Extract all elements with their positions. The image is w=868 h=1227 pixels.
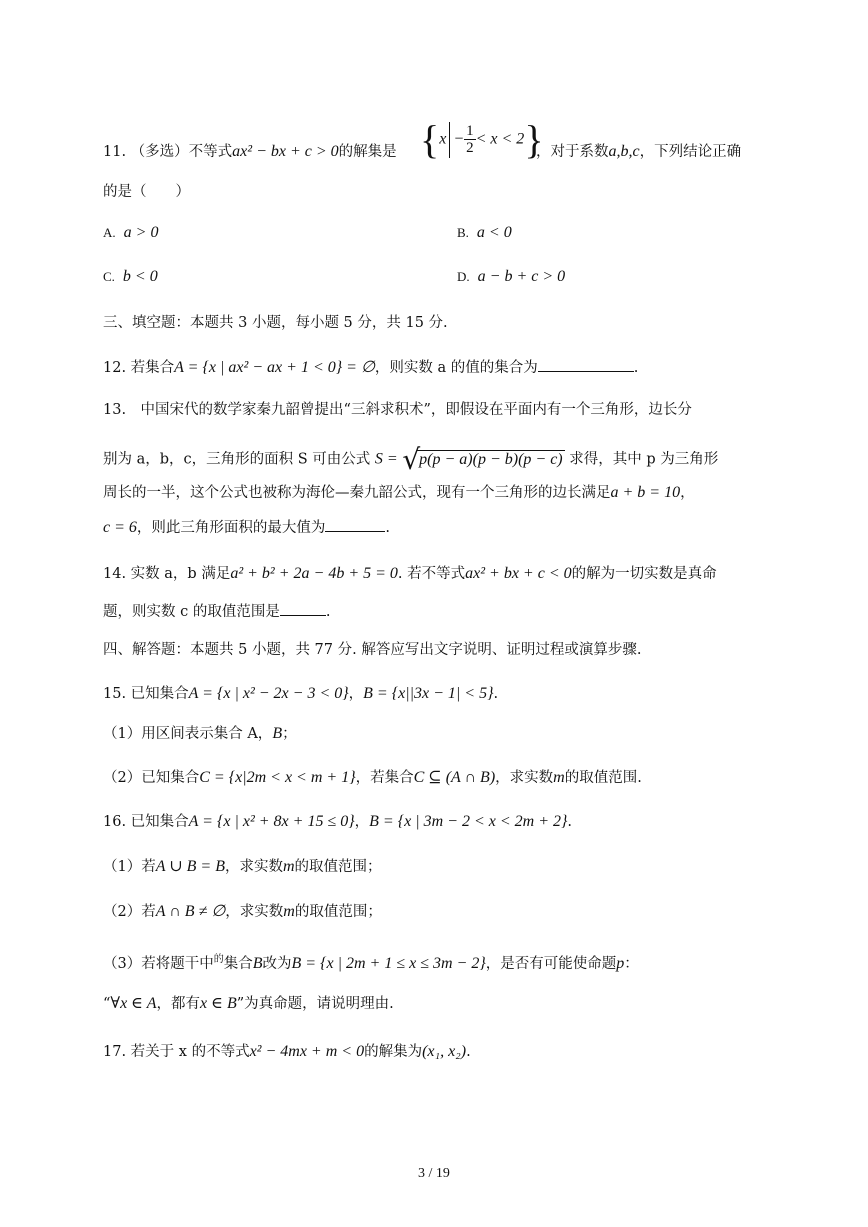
q11-line1-tail xyxy=(536,140,741,161)
brace-close: } xyxy=(524,117,544,162)
q14-post: 的解为一切实数是真命 xyxy=(571,566,717,582)
question-number: 14. xyxy=(103,566,127,582)
q14-expr1: a² + b² + 2a − 4b + 5 = 0 xyxy=(230,565,398,582)
q15-part1-end: ； xyxy=(282,726,297,742)
q16-set-b: B = {x | 3m − 2 < x < 2m + 2} xyxy=(369,813,568,830)
q17-end: . xyxy=(466,1044,471,1060)
q14-end: . xyxy=(325,604,331,620)
q15-set-a: A = {x | x² − 2x − 3 < 0} xyxy=(188,685,349,702)
q11-option-b xyxy=(457,224,512,242)
fraction-half: $\frac{1}{2}$ xyxy=(466,123,474,156)
q17-line xyxy=(103,1040,471,1061)
q16-part1 xyxy=(103,855,382,876)
q16-var-p: p xyxy=(616,955,625,972)
option-letter: B. xyxy=(457,225,469,240)
q15-part1-pre: （1）用区间表示集合 A， xyxy=(103,726,273,742)
q16-part2-mid: ，求实数 xyxy=(225,904,284,920)
q16-part3-mid3: ，是否有可能使命题 xyxy=(485,956,617,972)
option-expr: a < 0 xyxy=(476,224,512,241)
minus-sign: − xyxy=(453,130,465,148)
q11-inequality: ax² − bx + c > 0 xyxy=(232,143,339,160)
q16-part3-b: B xyxy=(252,955,263,972)
q16-part2-pre: （2）若 xyxy=(103,904,156,920)
q16-membership-expr: x ∈ B xyxy=(200,995,237,1012)
q13-line3 xyxy=(103,481,695,502)
q16-part1-pre: （1）若 xyxy=(103,859,156,875)
q17-solution: (x₁, x₂) xyxy=(422,1043,467,1060)
q14-line1 xyxy=(103,562,717,583)
q15-part2-pre: （2）已知集合 xyxy=(103,770,200,786)
quote-close: ” xyxy=(236,996,245,1012)
section-4-heading: 四、解答题：本题共 5 小题，共 77 分. 解答应写出文字说明、证明过程或演算步骤. xyxy=(103,642,642,658)
q16-part3-line1 xyxy=(103,950,639,973)
q16-part1-mid: ，求实数 xyxy=(224,859,283,875)
q13-line2 xyxy=(103,443,718,476)
q11-option-c xyxy=(103,268,158,286)
q15-part2-mid: ，若集合 xyxy=(355,770,414,786)
q16-intersect-expr: A ∩ B ≠ ∅ xyxy=(155,903,226,920)
q15-end: . xyxy=(493,686,499,702)
q17-pre: 若关于 x 的不等式 xyxy=(130,1044,250,1060)
q13-line3-post: ， xyxy=(680,485,695,501)
q11-option-d xyxy=(457,268,565,286)
q16-part3-mid: 集合 xyxy=(223,956,253,972)
question-number: 17. xyxy=(103,1044,127,1060)
q11-solution-set xyxy=(420,116,544,163)
q16-forall-expr: ∀x ∈ A xyxy=(110,995,157,1012)
q16-part3-end: ： xyxy=(624,956,639,972)
q12-prefix: 若集合 xyxy=(130,360,175,376)
q14-pre: 实数 a，b 满足 xyxy=(130,566,231,582)
q13-end: . xyxy=(385,520,391,536)
page-number: 3 / 19 xyxy=(418,1166,450,1181)
q12-expr: A = {x | ax² − ax + 1 < 0} = ∅ xyxy=(174,359,375,376)
q16-part3-small: 的 xyxy=(213,954,224,965)
q15-part1-b: B xyxy=(272,725,283,742)
q13-line4 xyxy=(103,516,390,537)
q11-mid: 的解集是 xyxy=(338,144,397,160)
q15-set-b: B = {x||3x − 1| < 5} xyxy=(363,685,494,702)
q11-line2: 的是（ ） xyxy=(103,184,190,200)
q11-suffix2: ，下列结论正确 xyxy=(639,144,742,160)
q14-line2-text: 题，则实数 c 的取值范围是 xyxy=(103,604,280,620)
q15-set-c: C = {x|2m < x < m + 1} xyxy=(199,769,356,786)
sqrt-icon: √ xyxy=(402,443,421,476)
option-letter: D. xyxy=(457,269,470,284)
q13-line3-expr: a + b = 10 xyxy=(610,484,681,501)
q13-line2-pre: 别为 a，b，c，三角形的面积 S 可由公式 xyxy=(103,451,371,468)
q11-prefix: （多选）不等式 xyxy=(130,144,233,160)
q16-part3-mid2: 改为 xyxy=(262,956,292,972)
answer-blank xyxy=(325,531,385,532)
q15-part2 xyxy=(103,766,642,787)
sqrt-formula xyxy=(402,443,564,476)
q15-var-m: m xyxy=(553,769,565,786)
q14-mid: . 若不等式 xyxy=(397,566,466,582)
q15-pre: 已知集合 xyxy=(130,686,189,702)
q11-coeffs: a,b,c xyxy=(608,143,640,160)
q15-part2-mid2: ，求实数 xyxy=(495,770,554,786)
q16-part3-set-b: B = {x | 2m + 1 ≤ x ≤ 3m − 2} xyxy=(291,955,486,972)
q11-line1 xyxy=(103,140,397,161)
q15-line1 xyxy=(103,682,498,703)
set-rest: < x < 2 xyxy=(475,130,525,148)
q16-pre: 已知集合 xyxy=(130,814,189,830)
q16-end: . xyxy=(567,814,572,830)
option-expr: a > 0 xyxy=(123,224,159,241)
q16-part3-l2-end: 为真命题，请说明理由. xyxy=(244,996,394,1012)
q16-set-a: A = {x | x² + 8x + 15 ≤ 0} xyxy=(188,813,355,830)
q16-part2 xyxy=(103,900,382,921)
q12-suffix: ，则实数 a 的值的集合为 xyxy=(374,360,538,376)
q14-expr2: ax² + bx + c < 0 xyxy=(465,565,572,582)
q16-var-m: m xyxy=(282,858,295,875)
q16-part3-line2 xyxy=(103,992,394,1013)
set-var: x xyxy=(439,130,447,148)
q16-part1-end: 的取值范围； xyxy=(294,859,382,875)
q16-line1 xyxy=(103,810,572,831)
q17-expr: x² − 4mx + m < 0 xyxy=(249,1043,365,1060)
q15-sep: ， xyxy=(348,686,364,702)
q12-end: . xyxy=(633,360,639,376)
q16-var-m: m xyxy=(283,903,295,920)
q13-line1: 13. 中国宋代的数学家秦九韶曾提出“三斜求积术”，即假设在平面内有一个三角形，边长分 xyxy=(103,402,692,418)
q14-line2 xyxy=(103,600,330,621)
q16-part3-pre: （3）若将题干中 xyxy=(103,956,214,972)
q11-option-a xyxy=(103,224,158,242)
formula-lhs: S = xyxy=(374,450,398,468)
question-number: 15. xyxy=(103,686,127,702)
q13-line4-expr: c = 6 xyxy=(103,519,137,536)
quote-open: “ xyxy=(103,996,111,1012)
radicand: p(p − a)(p − b)(p − c) xyxy=(419,451,563,468)
brace-open: { xyxy=(420,117,440,162)
q16-union-expr: A ∪ B = B xyxy=(155,858,225,875)
option-expr: a − b + c > 0 xyxy=(477,268,566,285)
q11-suffix: ，对于系数 xyxy=(536,144,609,160)
option-expr: b < 0 xyxy=(122,268,158,285)
q13-line3-pre: 周长的一半，这个公式也被称为海伦—秦九韶公式，现有一个三角形的边长满足 xyxy=(103,485,611,501)
q15-part1 xyxy=(103,722,297,743)
answer-blank xyxy=(538,371,634,372)
q15-part2-end: 的取值范围. xyxy=(564,770,642,786)
q15-subset-relation: C ⊆ (A ∩ B) xyxy=(413,769,496,786)
question-number: 16. xyxy=(103,814,127,830)
q13-line4-post: ，则此三角形面积的最大值为 xyxy=(136,520,326,536)
option-letter: A. xyxy=(103,225,116,240)
option-letter: C. xyxy=(103,269,115,284)
q17-mid: 的解集为 xyxy=(364,1044,423,1060)
q16-part3-l2-mid: ，都有 xyxy=(156,996,201,1012)
question-number: 12. xyxy=(103,360,127,376)
q16-part2-end: 的取值范围； xyxy=(294,904,382,920)
q12-line xyxy=(103,356,638,377)
answer-blank xyxy=(280,615,326,616)
q16-sep: ， xyxy=(354,814,370,830)
q13-line2-post: 求得，其中 p 为三角形 xyxy=(569,451,719,468)
set-bar xyxy=(449,122,450,158)
section-3-heading: 三、填空题：本题共 3 小题，每小题 5 分，共 15 分. xyxy=(103,315,448,331)
question-number: 11. xyxy=(103,144,127,160)
